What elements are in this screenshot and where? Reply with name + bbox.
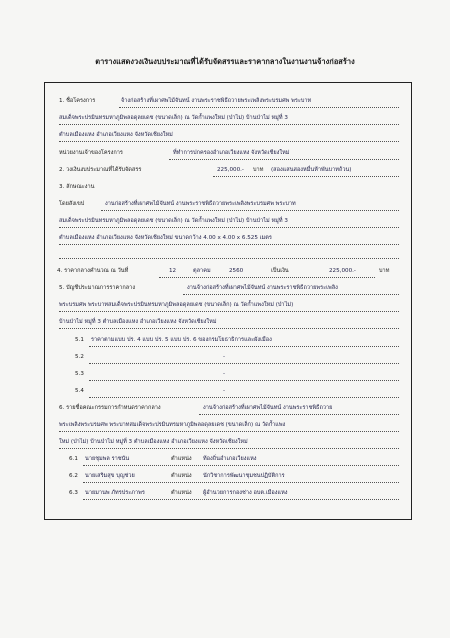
item5-line1: งานจ้างก่อสร้างที่เผาศพไม้จันทน์ งานพระราชพิธีถวายพระเพลิง — [187, 285, 338, 291]
item3-summary-label: โดยสังเขป — [59, 201, 85, 207]
dotted-line — [83, 482, 399, 483]
item3-line2: สมเด็จพระปรมินทรมหาภูมิพลอดุลยเดช (ขนาดเล็ก) ณ วัดก้ำแพงใหม่ (ป่าไม่) บ้านป่าไม่ หมู่ที่ 3 — [59, 218, 288, 224]
member-position-label: ตำแหน่ง — [171, 456, 192, 462]
member-number: 6.2 — [69, 473, 78, 479]
item4-month: ตุลาคม — [193, 268, 211, 274]
dotted-line — [183, 294, 399, 295]
member-name: นายมานพ ภัทรประภาพร — [85, 490, 145, 496]
item5-line2: พระบรมศพ พระบาทสมเด็จพระปรมินทรมหาภูมิพลอดุลยเดช (ขนาดเล็ก) ณ วัดก้ำแพงใหม่ (ป่าไม่) — [59, 302, 294, 308]
item1-label: 1. ชื่อโครงการ — [59, 98, 96, 104]
dotted-line — [59, 431, 399, 432]
dotted-line — [59, 448, 399, 449]
item5-line3: บ้านป่าไม่ หมู่ที่ 3 ตำบลเมืองแหง อำเภอเวียงแหง จังหวัดเชียงใหม่ — [59, 319, 217, 325]
item4-year: 2560 — [229, 268, 244, 274]
dotted-line — [101, 210, 399, 211]
member-number: 6.1 — [69, 456, 78, 462]
member-position-label: ตำแหน่ง — [171, 490, 192, 496]
member-position: ท้องถิ่นอำเภอเวียงแหง — [203, 456, 257, 462]
dotted-line — [199, 414, 399, 415]
item3-line1: งานก่อสร้างที่เผาศพไม้จันทน์ งานพระราชพิธีถวายพระเพลิงพระบรมศพ พระบาท — [105, 201, 296, 207]
item2-amount-text: (สองแสนสองหมื่นห้าพันบาทถ้วน) — [271, 167, 352, 173]
member-number: 6.3 — [69, 490, 78, 496]
item4-unit: บาท — [379, 268, 390, 274]
item1-project-line1: จ้างก่อสร้างที่เผาศพไม้จันทน์ งานพระราชพิธีถวายพระเพลิงพระบรมศพ พระบาท — [121, 98, 312, 104]
dotted-line — [83, 499, 399, 500]
dotted-line — [59, 328, 399, 329]
member-position: ผู้อำนวยการกองช่าง อบต.เมืองแหง — [203, 490, 288, 496]
item4-money-label: เป็นเงิน — [271, 268, 289, 274]
dotted-line — [59, 124, 399, 125]
dotted-line — [169, 159, 399, 160]
dotted-line — [119, 107, 399, 108]
item1-owner-label: หน่วยงานเจ้าของโครงการ — [59, 150, 123, 156]
dotted-line — [59, 244, 399, 245]
item5-sub-number: 5.3 — [75, 371, 84, 377]
item5-sub-number: 5.1 — [75, 337, 84, 343]
item6-line2: พระเพลิงพระบรมศพ พระบาทสมเด็จพระปรมินทรมหาภูมิพลอดุลยเดช (ขนาดเล็ก) ณ วัดก้ำแพง — [59, 422, 286, 428]
member-name: นายชุมพล ราชนัน — [85, 456, 130, 462]
item5-sub-number: 5.4 — [75, 388, 84, 394]
item5-sub-text: - — [223, 354, 226, 360]
dotted-line — [89, 380, 399, 381]
page-title: ตารางแสดงวงเงินงบประมาณที่ได้รับจัดสรรและราคากลางในงานงานจ้างก่อสร้าง — [95, 57, 355, 66]
item4-amount: 225,000.- — [329, 268, 356, 274]
item5-sub-number: 5.2 — [75, 354, 84, 360]
item6-line3: ใหม่ (ป่าไม่) บ้านป่าไม่ หมู่ที่ 3 ตำบลเมืองแหง อำเภอเวียงแหง จังหวัดเชียงใหม่ — [59, 439, 248, 445]
dotted-line — [159, 277, 375, 278]
dotted-line — [59, 311, 399, 312]
item5-sub-text: - — [223, 371, 226, 377]
dotted-line — [213, 176, 399, 177]
dotted-line — [83, 465, 399, 466]
form-box — [44, 82, 412, 520]
member-name: นายเสริมสุข บุญช่วย — [85, 473, 135, 479]
item1-project-line2: สมเด็จพระปรมินทรมหาภูมิพลอดุลยเดช (ขนาดเล็ก) ณ วัดก้ำแพงใหม่ (ป่าไม่) บ้านป่าไม่ หมู่ที่ 3 — [59, 115, 288, 121]
dotted-line — [89, 346, 399, 347]
dotted-line — [59, 258, 399, 259]
item1-project-line3: ตำบลเมืองแหง อำเภอเวียงแหง จังหวัดเชียงใหม่ — [59, 132, 173, 138]
item6-label: 6. รายชื่อคณะกรรมการกำหนดราคากลาง — [59, 405, 161, 411]
item2-unit: บาท — [253, 167, 264, 173]
item5-sub-text: ราคาตามแบบ ปร. 4 แบบ ปร. 5 แบบ ปร. 6 ของกรมโยธาธิการและผังเมือง — [91, 337, 272, 343]
item2-label: 2. วงเงินงบประมาณที่ได้รับจัดสรร — [59, 167, 142, 173]
member-position-label: ตำแหน่ง — [171, 473, 192, 479]
item4-label: 4. ราคากลางคำนวณ ณ วันที่ — [57, 268, 129, 274]
dotted-line — [59, 227, 399, 228]
dotted-line — [59, 141, 399, 142]
dotted-line — [89, 397, 399, 398]
item5-sub-text: - — [223, 388, 226, 394]
item3-label: 3. ลักษณะงาน — [59, 184, 95, 190]
item5-label: 5. บัญชีประมาณการราคากลาง — [59, 285, 136, 291]
item1-owner-value: ที่ทำการปกครองอำเภอเวียงแหง จังหวัดเชียงใหม่ — [173, 150, 290, 156]
item3-line3: ตำบลเมืองแหง อำเภอเวียงแหง จังหวัดเชียงใหม่ ขนาดกว้าง 4.00 x 4.00 x 6.525 เมตร — [59, 235, 272, 241]
dotted-line — [89, 363, 399, 364]
item6-line1: งานจ้างก่อสร้างที่เผาศพไม้จันทน์ งานพระราชพิธีถวาย — [203, 405, 333, 411]
member-position: นักวิชาการพัฒนาชุมชนปฏิบัติการ — [203, 473, 285, 479]
item4-day: 12 — [169, 268, 177, 274]
item2-amount: 225,000.- — [217, 167, 244, 173]
